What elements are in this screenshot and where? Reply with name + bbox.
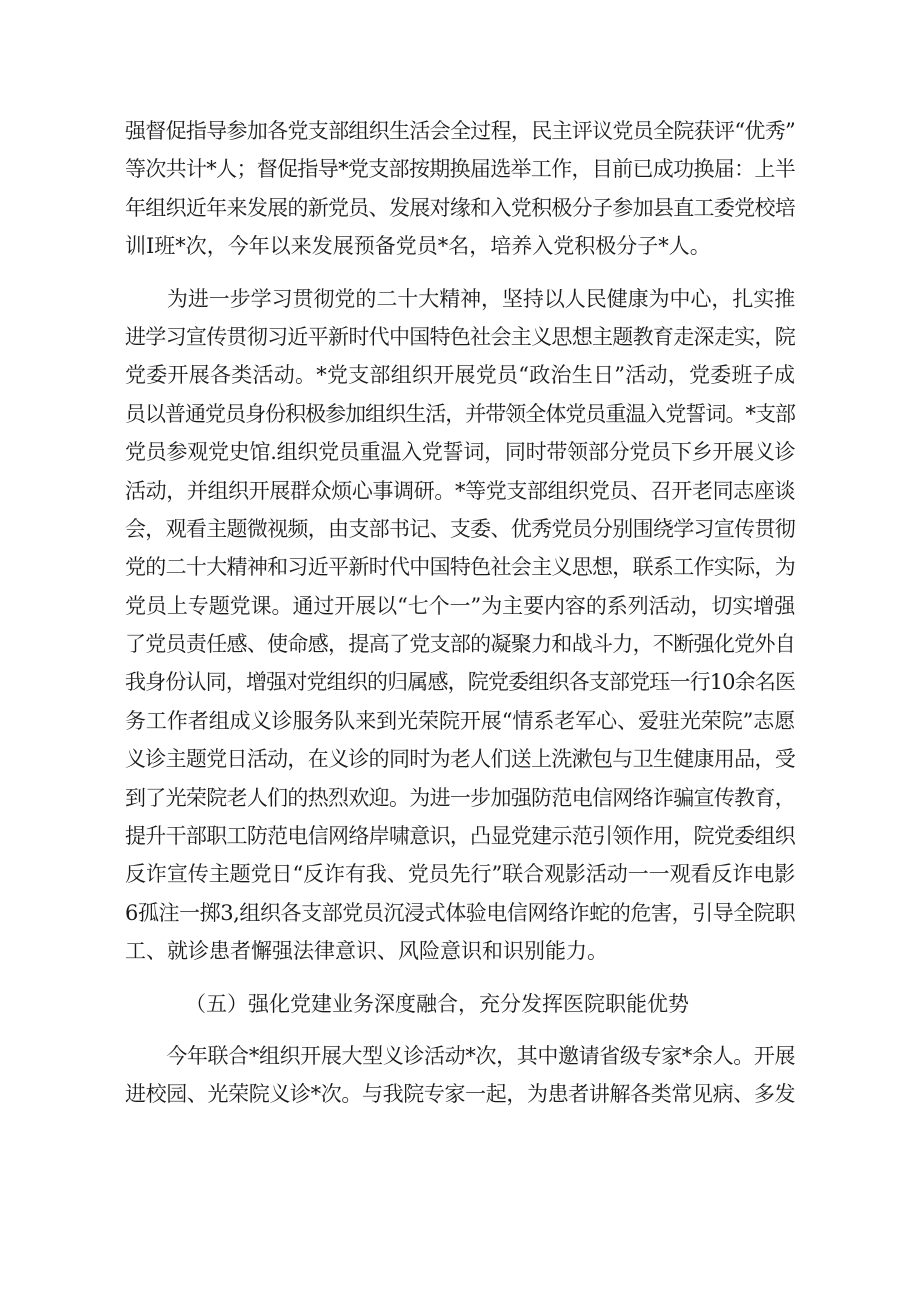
text-line: 6孤注一掷3,组织各支部党员沉浸式体验电信网络诈蛇的危害，引导全院职 — [125, 900, 795, 925]
text-line: 强督促指导参加各党支部组织生活会全过程，民主评议党员全院获评“优秀” — [125, 119, 795, 143]
text-line: 今年联合*组织开展大型义诊活动*次，其中邀请省级专家*余人。开展 — [125, 1043, 795, 1068]
text-line: 义诊主题党日活动，在义诊的同时为老人们送上洗漱包与卫生健康用品，受 — [125, 747, 795, 772]
text-line: 了党员责任感、使命感，提高了党支部的凝聚力和战斗力，不断强化党外自 — [125, 632, 795, 657]
text-line: 提升干部职工防范电信网络岸啸意识，凸显党建示范引领作用，院党委组织 — [125, 824, 795, 849]
text-line: 进学习宣传贯彻习近平新时代中国特色社会主义思想主题教育走深走实，院 — [125, 324, 795, 349]
text-line: 年组织近年来发展的新党员、发展对缘和入党积极分子参加县直工委党校培 — [125, 195, 795, 220]
text-line: 党委开展各类活动。*党支部组织开展党员“政治生日”活动，党委班子成 — [125, 363, 795, 388]
text-line: 务工作者组成义诊服务队来到光荣院开展“情系老军心、爱驻光荣院”志愿 — [125, 708, 795, 733]
text-line: 我身份认同，增强对党组织的归属感，院党委组织各支部党珏一行10余名医 — [125, 670, 795, 695]
text-line: 到了光荣院老人们的热烈欢迎。为进一步加强防范电信网络诈骗宣传教育， — [125, 785, 795, 810]
text-line: 党的二十大精神和习近平新时代中国特色社会主义思想，联系工作实际，为 — [125, 555, 795, 580]
section-heading — [125, 985, 795, 1023]
text-line: 反诈宣传主题党日“反诈有我、党员先行”联合观影活动一一观看反诈电影 — [125, 862, 795, 887]
section-heading-text: （五）强化党建业务深度融合，充分发挥医院职能优势 — [185, 991, 689, 1016]
paragraph-3 — [125, 1037, 795, 1114]
text-line: 进校园、光荣院义诊*次。与我院专家一起，为患者讲解各类常见病、多发 — [125, 1082, 795, 1107]
text-line: 活动，并组织开展群众烦心事调研。*等党支部组织党员、召开老同志座谈 — [125, 478, 795, 503]
text-line: 会，观看主题微视频，由支部书记、支委、优秀党员分别围绕学习宣传贯彻 — [125, 516, 795, 541]
text-line: 工、就诊患者懈强法律意识、风险意识和识别能力。 — [125, 939, 608, 964]
text-line: 为进一步学习贯彻党的二十大精神，坚持以人民健康为中心，扎实推 — [125, 286, 795, 311]
text-line: 员以普通党员身份积极参加组织生活，并带领全体党员重温入党誓词。*支部 — [125, 401, 795, 426]
paragraph-1 — [125, 112, 795, 266]
paragraph-2 — [125, 280, 795, 971]
text-line: 党员参观党史馆.组织党员重温入党誓词，同时带领部分党员下乡开展义诊 — [125, 440, 796, 465]
document-body — [125, 112, 795, 1114]
text-line: 等次共计*人；督促指导*党支部按期换届选举工作，目前已成功换届：上半 — [125, 157, 795, 182]
text-line: 训I班*次，今年以来发展预备党员*名，培养入党积极分子*人。 — [125, 234, 711, 259]
text-line: 党员上专题党课。通过开展以“七个一”为主要内容的系列活动，切实增强 — [125, 593, 795, 618]
